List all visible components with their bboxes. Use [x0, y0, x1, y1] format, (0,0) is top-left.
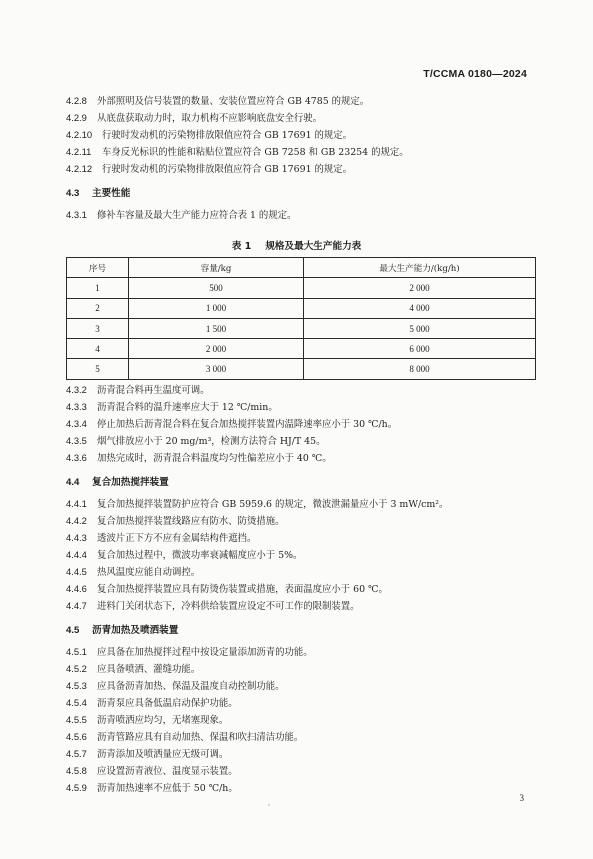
- clause-number: 4.4.4: [66, 549, 87, 560]
- clause-text: 停止加热后沥青混合料在复合加热搅拌装置内温降速率应小于 30 ℃/h。: [97, 419, 398, 430]
- clause-text: 沥青混合料的温升速率应大于 12 ℃/min。: [97, 402, 278, 413]
- clause-text: 复合加热搅拌装置防护应符合 GB 5959.6 的规定，微波泄漏量应小于 3 mW/cm²。: [97, 499, 449, 510]
- clause-text: 应具备喷洒、灌缝功能。: [97, 664, 201, 675]
- cell-max-capacity: 8 000: [304, 359, 536, 379]
- clause-number: 4.5.4: [66, 697, 87, 708]
- clause-number: 4.2.10: [66, 129, 93, 140]
- clause-4-4-6: [66, 582, 536, 596]
- clause-4-5-6: [66, 730, 536, 744]
- clause-text: 沥青泵应具备低温启动保护功能。: [97, 698, 238, 709]
- cell-serial: 5: [67, 359, 129, 379]
- clause-text: 复合加热过程中，微波功率衰减幅度应小于 5%。: [97, 550, 303, 561]
- clause-number: 4.3.6: [66, 452, 87, 463]
- clause-number: 4.5.9: [66, 782, 87, 793]
- clause-text: 沥青加热速率不应低于 50 ℃/h。: [97, 783, 238, 794]
- clause-number: 4.5.7: [66, 748, 87, 759]
- clause-text: 沥青混合料再生温度可调。: [97, 385, 210, 396]
- clause-text: 行驶时发动机的污染物排放限值应符合 GB 17691 的规定。: [102, 164, 353, 175]
- clause-text: 车身反光标识的性能和粘贴位置应符合 GB 7258 和 GB 23254 的规定。: [102, 147, 409, 158]
- clause-text: 加热完成时，沥青混合料温度均匀性偏差应小于 40 ℃。: [97, 453, 332, 464]
- table-caption-prefix: 表 1: [231, 241, 252, 252]
- section-number: 4.4: [66, 477, 80, 488]
- clause-text: 修补车容量及最大生产能力应符合表 1 的规定。: [97, 210, 297, 221]
- cell-serial: 4: [67, 339, 129, 359]
- section-heading-4-3: [66, 185, 130, 199]
- clause-4-3-4: [66, 417, 536, 431]
- table-row: [67, 278, 536, 298]
- cell-max-capacity: 6 000: [304, 339, 536, 359]
- clause-text: 应具备沥青加热、保温及温度自动控制功能。: [97, 681, 285, 692]
- clause-number: 4.2.12: [66, 163, 93, 174]
- header-serial: 序号: [67, 258, 129, 278]
- table-row: [67, 318, 536, 338]
- clause-text: 复合加热搅拌装置应具有防烫伤装置或措施，表面温度应小于 60 ℃。: [97, 584, 388, 595]
- clause-4-5-7: [66, 747, 536, 761]
- clause-number: 4.3.5: [66, 435, 87, 446]
- table-caption: [0, 238, 593, 252]
- clause-4-3-1: [66, 208, 536, 222]
- cell-serial: 1: [67, 278, 129, 298]
- section-number: 4.3: [66, 188, 80, 199]
- cell-max-capacity: 4 000: [304, 298, 536, 318]
- section-heading-4-5: [66, 622, 178, 636]
- clause-text: 热风温度应能自动调控。: [97, 567, 201, 578]
- cell-serial: 3: [67, 318, 129, 338]
- clause-text: 进料门关闭状态下，冷料供给装置应设定不可工作的限制装置。: [97, 601, 360, 612]
- clause-number: 4.4.6: [66, 583, 87, 594]
- cell-capacity: 3 000: [129, 359, 304, 379]
- clause-4-4-2: [66, 514, 536, 528]
- clause-4-5-4: [66, 696, 536, 710]
- section-title: 复合加热搅拌装置: [92, 477, 169, 488]
- section-title: 主要性能: [92, 188, 131, 199]
- table-header-row: [67, 258, 536, 278]
- clause-4-4-1: [66, 497, 536, 511]
- scan-speck: [268, 804, 270, 806]
- clause-4-3-6: [66, 451, 536, 465]
- clause-text: 复合加热搅拌装置线路应有防水、防烫措施。: [97, 516, 285, 527]
- section-number: 4.5: [66, 625, 80, 636]
- section-heading-4-4: [66, 474, 169, 488]
- clause-number: 4.3.2: [66, 384, 87, 395]
- clause-4-2-9: [66, 111, 536, 125]
- cell-capacity: 2 000: [129, 339, 304, 359]
- clause-text: 透波片正下方不应有金属结构件遮挡。: [97, 533, 257, 544]
- clause-number: 4.5.2: [66, 663, 87, 674]
- clause-4-5-8: [66, 764, 536, 778]
- clause-number: 4.4.7: [66, 600, 87, 611]
- table-row: [67, 298, 536, 318]
- clause-4-3-3: [66, 400, 536, 414]
- clause-4-5-3: [66, 679, 536, 693]
- clause-4-3-5: [66, 434, 536, 448]
- clause-4-5-2: [66, 662, 536, 676]
- clause-4-5-5: [66, 713, 536, 727]
- clause-text: 外部照明及信号装置的数量、安装位置应符合 GB 4785 的规定。: [97, 96, 370, 107]
- clause-number: 4.5.1: [66, 646, 87, 657]
- clause-4-2-11: [66, 145, 536, 159]
- clause-4-4-5: [66, 565, 536, 579]
- clause-4-5-1: [66, 645, 536, 659]
- spec-table: [66, 257, 536, 380]
- clause-4-5-9: [66, 781, 536, 795]
- cell-serial: 2: [67, 298, 129, 318]
- table-row: [67, 339, 536, 359]
- clause-number: 4.4.2: [66, 515, 87, 526]
- cell-capacity: 1 000: [129, 298, 304, 318]
- clause-number: 4.3.4: [66, 418, 87, 429]
- clause-text: 沥青喷洒应均匀，无堵塞现象。: [97, 715, 229, 726]
- standard-code: T/CCMA 0180—2024: [423, 68, 527, 80]
- page-number: 3: [519, 793, 524, 803]
- clause-4-3-2: [66, 383, 536, 397]
- clause-text: 应具备在加热搅拌过程中按设定量添加沥青的功能。: [97, 647, 313, 658]
- clause-4-4-7: [66, 599, 536, 613]
- table-row: [67, 359, 536, 379]
- clause-number: 4.2.8: [66, 95, 87, 106]
- header-capacity: 容量/kg: [129, 258, 304, 278]
- clause-4-4-4: [66, 548, 536, 562]
- clause-text: 烟气排放应小于 20 mg/m³，检测方法符合 HJ/T 45。: [97, 436, 326, 447]
- clause-text: 应设置沥青液位、温度显示装置。: [97, 766, 238, 777]
- clause-number: 4.2.9: [66, 112, 87, 123]
- clause-4-4-3: [66, 531, 536, 545]
- clause-number: 4.5.6: [66, 731, 87, 742]
- clause-4-2-8: [66, 94, 536, 108]
- header-max-capacity: 最大生产能力/(kg/h): [304, 258, 536, 278]
- cell-max-capacity: 5 000: [304, 318, 536, 338]
- clause-number: 4.2.11: [66, 146, 92, 157]
- clause-number: 4.5.8: [66, 765, 87, 776]
- clause-number: 4.4.1: [66, 498, 87, 509]
- clause-text: 沥青管路应具有自动加热、保温和吹扫清洁功能。: [97, 732, 304, 743]
- clause-number: 4.5.3: [66, 680, 87, 691]
- clause-text: 沥青添加及喷洒量应无级可调。: [97, 749, 229, 760]
- clause-4-2-12: [66, 162, 536, 176]
- clause-4-2-10: [66, 128, 536, 142]
- table-caption-title: 规格及最大生产能力表: [265, 241, 362, 252]
- clause-text: 行驶时发动机的污染物排放限值应符合 GB 17691 的规定。: [102, 130, 353, 141]
- section-title: 沥青加热及喷洒装置: [92, 625, 179, 636]
- clause-number: 4.5.5: [66, 714, 87, 725]
- cell-max-capacity: 2 000: [304, 278, 536, 298]
- cell-capacity: 1 500: [129, 318, 304, 338]
- cell-capacity: 500: [129, 278, 304, 298]
- clause-number: 4.4.5: [66, 566, 87, 577]
- clause-number: 4.3.3: [66, 401, 87, 412]
- clause-number: 4.4.3: [66, 532, 87, 543]
- clause-number: 4.3.1: [66, 209, 87, 220]
- clause-text: 从底盘获取动力时，取力机构不应影响底盘安全行驶。: [97, 113, 323, 124]
